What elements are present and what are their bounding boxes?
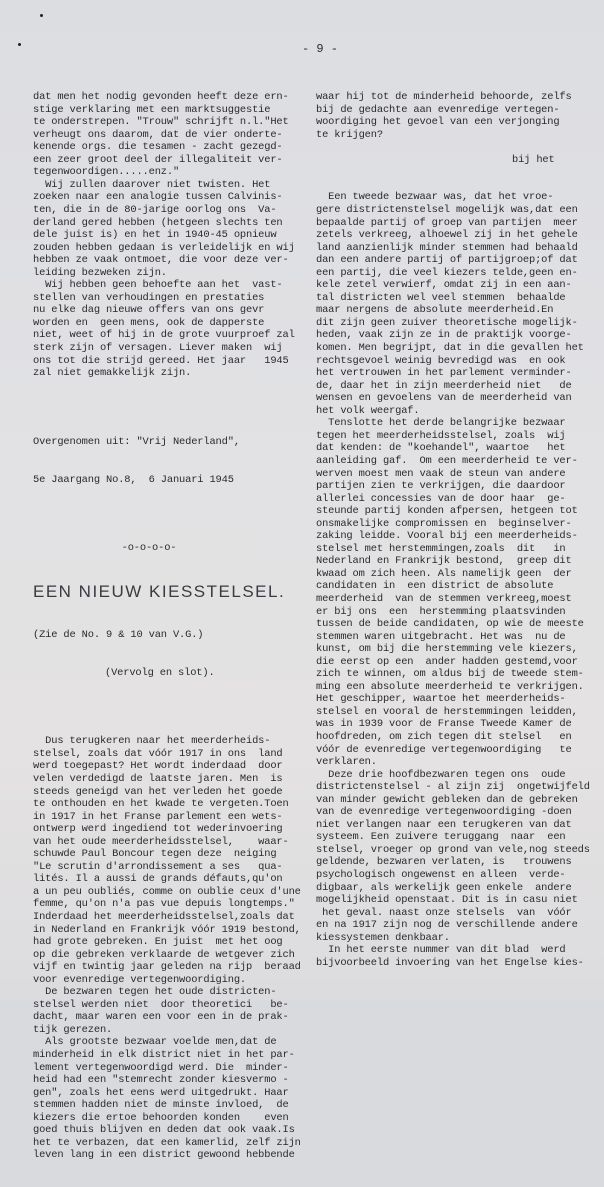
source-line-2: 5e Jaargang No.8, 6 Januari 1945: [33, 473, 234, 486]
text-line: werven moest men vaak de steun van andere: [316, 467, 566, 480]
text-line: districtenstelsel - al zijn zij ongetwijfeld: [316, 781, 590, 794]
text-line: zoeken naar een analogie tussen Calvinis-: [33, 191, 283, 204]
left-column-text-a: [33, 91, 305, 380]
text-line: in 1917 in het Franse parlement een wets-: [33, 810, 283, 823]
text-line: In het eerste nummer van dit blad werd: [316, 944, 566, 957]
text-line: kiezers die ertoe behoorden konden even: [33, 1111, 289, 1124]
text-line: Als grootste bezwaar voelde men,dat de: [33, 1036, 277, 1049]
text-line: verheugt ons daarom, dat de vier onderte-: [33, 128, 283, 141]
right-column-text-a: [316, 91, 598, 141]
text-line: gere districtenstelsel mogelijk was,dat een: [316, 204, 578, 217]
text-line: derland gered hebben (hetgeen slechts ten: [33, 216, 283, 229]
text-line: leven lang in een district gewoond hebbende: [33, 1149, 295, 1162]
text-line: Wij hebben geen behoefte aan het vast-: [33, 279, 283, 292]
text-line: het volk weergaf.: [316, 404, 420, 417]
text-line: hebben ze vaak ontmoet, die voor deze ver-: [33, 254, 289, 267]
text-line: systeem. Een zuivere teruggang naar een: [316, 831, 566, 844]
text-line: er bij ons een herstemming plaatsvinden: [316, 605, 566, 618]
text-line: dele juist is) en het in 1940-45 opnieuw: [33, 229, 277, 242]
text-line: was in 1939 voor de Franse Tweede Kamer de: [316, 718, 572, 731]
text-line: allerlei concessies van de door haar ge-: [316, 492, 566, 505]
text-line: stige verklaring met een marktsuggestie: [33, 103, 271, 116]
article-subtitle-2: (Vervolg en slot).: [105, 666, 215, 679]
text-line: waar hij tot de minderheid behoorde, zelfs: [316, 91, 572, 104]
text-line: stelsel, zoals dat vóór 1917 in ons land: [33, 747, 283, 760]
text-line: a un peu oubliés, comme on oublie ceux d'une: [33, 885, 301, 898]
text-line: Tenslotte het derde belangrijke bezwaar: [316, 417, 566, 430]
text-line: te onderstrepen. "Trouw" schrijft n.l."Het: [33, 116, 289, 129]
text-line: Inderdaad het meerderheidsstelsel,zoals dat: [33, 911, 295, 923]
text-line: in Nederland en Frankrijk vóór 1919 bestond,: [33, 923, 301, 936]
text-line: had grote gebreken. En juist met het oog: [33, 936, 283, 949]
left-column: [33, 66, 305, 1187]
text-line: dacht, maar waren een voor een in de prak-: [33, 1011, 289, 1024]
text-line: stelsel, vroeger op grond van vele,nog steeds: [316, 843, 590, 856]
text-line: vóór de evenredige vertegenwoordiging te: [316, 743, 572, 756]
text-line: komen. Men begrijpt, dat in die gevallen het: [316, 342, 584, 355]
text-line: meerderheid van de stemmen verkreeg,moest: [316, 592, 572, 605]
binding-hole-mark: [18, 43, 21, 46]
text-line: worden en geen mens, ook de dapperste: [33, 316, 265, 329]
section-separator: -o-o-o-o-: [121, 542, 177, 555]
text-line: een partij, die veel kiezers telde,geen en-: [316, 266, 578, 279]
text-line: zal niet gemakkelijk zijn.: [33, 367, 192, 380]
text-line: tegen het meerderheidsstelsel, zoals wij: [316, 429, 566, 442]
text-line: candidaten in een district de absolute: [316, 580, 554, 593]
text-line: onsmakelijke compromissen en beginselver-: [316, 517, 572, 530]
source-line-1: Overgenomen uit: "Vrij Nederland",: [33, 435, 240, 448]
text-line: zouden hebben gedaan is verleidelijk en wij: [33, 241, 295, 254]
text-line: vijf en twintig jaar geleden na rijp beraad: [33, 961, 301, 974]
text-line: hoofdreden, om zich tegen dit stelsel en: [316, 730, 572, 743]
text-line: lités. Il a aussi de grands défauts,qu'on: [33, 873, 283, 886]
text-line: dit zijn geen zuiver theoretische mogelijk-: [316, 316, 578, 329]
text-line: land aanzienlijk minder stemmen had behaald: [316, 241, 578, 254]
text-line: kwaad om zich heen. Als namelijk geen der: [316, 567, 572, 580]
text-line: steeds geneigd van het verleden het goede: [33, 785, 283, 798]
text-line: maar nergens de absolute meerderheid.En: [316, 304, 554, 317]
text-line: velen verdedigd de laatste jaren. Men is: [33, 772, 283, 785]
text-line: Dus terugkeren naar het meerderheids-: [33, 735, 271, 748]
text-line: femme, qu'on n'a pas vue depuis longtemps.": [33, 898, 295, 911]
text-line: Een tweede bezwaar was, dat het vroe-: [316, 191, 554, 204]
text-line: de, daar het in zijn meerderheid niet de: [316, 379, 572, 392]
text-line: stemmen hadden niet de minste invloed, de: [33, 1099, 289, 1112]
right-column-text-b: [316, 191, 598, 969]
text-line: op die gebreken verklaarde de wetgever zich: [33, 948, 295, 961]
text-line: tussen de beide candidaten, op wie de meeste: [316, 618, 584, 631]
article-title: EEN NIEUW KIESSTELSEL.: [33, 581, 286, 601]
text-line: heid had een "stemrecht zonder kiesvermo -: [33, 1074, 289, 1087]
text-line: dat kenden: de "koehandel", waartoe het: [316, 442, 566, 455]
text-line: zetels verkreeg, alhoewel zij in het gehele: [316, 229, 578, 242]
text-line: ons tot die strijd gereed. Het jaar 1945: [33, 354, 289, 367]
text-line: tijk gerezen.: [33, 1023, 113, 1036]
text-line: dan een andere partij of partijgroep;of dat: [316, 254, 578, 267]
text-line: niet verlangen naar een terugkeren van dat: [316, 818, 572, 831]
text-line: partijen zien te verkrijgen, die daardoor: [316, 480, 566, 493]
text-line: aanleiding gaf. Om een meerderheid te ver-: [316, 454, 578, 467]
text-line: rechtsgevoel weinig bevredigd was en ook: [316, 354, 566, 367]
text-line: bij de gedachte aan evenredige vertegen-: [316, 103, 560, 116]
text-line: dat men het nodig gevonden heeft deze ern-: [33, 91, 289, 104]
text-line: zaking leidde. Vooral bij een meerderheids-: [316, 530, 578, 543]
text-line: "Le scrutin d'arrondissement a ses qua-: [33, 860, 283, 873]
text-line: stelsel en vooral de herstemmingen leidden,: [316, 705, 578, 718]
text-line: van de evenredige vertegenwoordiging -doen: [316, 806, 572, 819]
article-subtitle-1: (Zie de No. 9 & 10 van V.G.): [33, 628, 204, 641]
text-line: het te verbazen, dat een kamerlid, zelf zijn: [33, 1136, 301, 1149]
text-line: verklaren.: [316, 756, 377, 769]
text-line: wensen en gevoelens van de meerderheid van: [316, 392, 572, 405]
text-line: te krijgen?: [316, 128, 383, 141]
text-line: goed thuis blijven en deden dat ook vaak.Is: [33, 1124, 295, 1137]
text-line: Wij zullen daarover niet twisten. Het: [33, 178, 271, 191]
text-line: steunde partij konden afpersen, hetgeen tot: [316, 505, 578, 518]
text-line: minderheid in elk district niet in het par-: [33, 1049, 295, 1062]
text-line: bepaalde partij of groep van partijen meer: [316, 216, 578, 229]
text-line: van minder gewicht gebleken dan de gebreken: [316, 793, 578, 806]
text-line: geldende, bezwaren verlaten, is trouwens: [316, 856, 572, 869]
text-line: leiding bezweken zijn.: [33, 266, 167, 279]
text-line: die eerst op een ander hadden gestemd,voor: [316, 655, 578, 668]
text-line: kele zetel verwierf, omdat zij in een aan-: [316, 279, 572, 292]
text-line: lement vertegenwoordigd werd. Die minder-: [33, 1061, 289, 1074]
binding-hole-mark: [40, 14, 43, 17]
text-line: nu elke dag nieuwe offers van ons gevr: [33, 304, 265, 317]
text-line: stelsel met herstemmingen,zoals dit in: [316, 542, 566, 555]
text-line: Het geschipper, waartoe het meerderheids-: [316, 693, 566, 706]
text-line: ontwerp werd ingediend tot wederinvoering: [33, 823, 283, 836]
page-number: - 9 -: [302, 42, 339, 56]
text-line: schuwde Paul Boncour tegen deze neiging: [33, 848, 277, 861]
right-column: waar hij tot de minderheid behoorde, zelfs bij de gedachte aan evenredige vertegen- woordiging het gevoel van een verjonging te krijgen? bij het Een tweede bezwaar was, dat het vroe- gere districtenstelsel mogelijk was,dat een bepaalde partij of groep van partijen meer zetels verkreeg, alhoewel zij in het gehele land aanzienlijk minder stemmen had behaald dan een andere partij of partijgroep;of dat een partij, die veel kiezers telde,geen en- kele zetel verwierf, omdat zij in een aan- tal districten wel veel stemmen behaalde maar nergens de absolute meerderheid.En dit zijn geen zuiver theoretische mogelijk- heden, vaak zijn ze in de praktijk voorge- komen. Men begrijpt, dat in die gevallen het rechtsgevoel weinig bevredigd was en ook het vertrouwen in het parlement verminder- de, daar het in zijn meerderheid niet de wensen en gevoelens van de meerderheid van het volk weergaf. Tenslotte het derde belangrijke bezwaar tegen het meerderheidsstelsel, zoals wij dat kenden: de "koehandel", waartoe het aanleiding gaf. Om een meerderheid te ver- werven moest men vaak de steun van andere partijen zien te verkrijgen, die daardoor allerlei concessies van de door haar ge- steunde partij konden afpersen, hetgeen tot onsmakelijke compromissen en beginselver- zaking leidde. Vooral bij een meerderheids- stelsel met herstemmingen,zoals dit in Nederland en Frankrijk bestond, greep dit kwaad om zich heen. Als namelijk geen der candidaten in een district de absolute meerderheid van de stemmen verkreeg,moest er bij ons een herstemming plaatsvinden tussen de beide candidaten, op wie de meeste stemmen waren uitgebracht. Het was nu de kunst, om bij die herstemming vele kiezers, die eerst op een ander hadden gestemd,voor zich te winnen, om aldus bij de tweede stem- ming een absolute meerderheid te verkrijgen. Het geschipper, waartoe het meerderheids- stelsel en vooral de herstemmingen leidden, was in 1939 voor de Franse Tweede Kamer de hoofdreden, om zich tegen dit stelsel en vóór de evenredige vertegenwoordiging te verklaren. Deze drie hoofdbezwaren tegen ons oude districtenstelsel - al zijn zij ongetwijfeld van minder gewicht gebleken dan de gebreken van de evenredige vertegenwoordiging -doen niet verlangen naar een terugkeren van dat systeem. Een zuivere teruggang naar een stelsel, vroeger op grond van vele,nog steeds geldende, bezwaren verlaten, is trouwens psychologisch ongewenst en alleen verde- digbaar, als werkelijk geen enkele andere mogelijkheid openstaat. Dit is in casu niet het geval. naast onze stelsels van vóór en na 1917 zijn nog de verschillende andere kiessystemen denkbaar. In het eerste nummer van dit blad werd bijvoorbeeld invoering van het Engelse kies-: [316, 66, 598, 994]
text-line: en na 1917 zijn nog de verschillende andere: [316, 919, 578, 932]
left-column-text-b: [33, 735, 305, 1162]
text-line: woordiging het gevoel van een verjonging: [316, 116, 560, 129]
text-line: psychologisch ongewenst en alleen verde-: [316, 869, 566, 881]
text-line: digbaar, als werkelijk geen enkele andere: [316, 881, 572, 894]
text-line: een zeer groot deel der illegaliteit ver-: [33, 153, 283, 166]
text-line: zich te winnen, om aldus bij de tweede stem-: [316, 668, 584, 681]
text-line: ming een absolute meerderheid te verkrijgen.: [316, 680, 584, 693]
text-line: Nederland en Frankrijk bestond, greep dit: [316, 555, 572, 568]
text-line: sterk zijn of versagen. Liever maken wij: [33, 342, 283, 355]
text-line: stelsel werden niet door theoretici be-: [33, 998, 289, 1011]
text-line: kenende orgs. die tesamen - zacht gezegd-: [33, 141, 283, 154]
text-line: van het oude meerderheidsstelsel, waar-: [33, 835, 289, 848]
text-line: tal districten wel veel stemmen behaalde: [316, 291, 566, 304]
text-line: te onthouden en het kwade te vergeten.Toen: [33, 798, 289, 811]
text-line: niet, weet of hij in de grote vuurproef zal: [33, 329, 295, 342]
text-line: mogelijkheid openstaat. Dit is in casu niet: [316, 894, 578, 907]
text-line: ten, die in de 80-jarige oorlog ons Va-: [33, 204, 277, 217]
text-line: het vertrouwen in het parlement verminder-: [316, 367, 572, 380]
text-line: De bezwaren tegen het oude districten-: [33, 986, 277, 999]
text-line: werd toegepast? Het wordt inderdaad door: [33, 760, 283, 773]
text-line: tegenwoordigen.....enz.": [33, 166, 180, 179]
text-line: voor evenredige vertegenwoordiging.: [33, 973, 246, 986]
text-line: heden, vaak zijn ze in de praktijk voorge-: [316, 329, 572, 342]
text-line: het geval. naast onze stelsels van vóór: [316, 906, 572, 919]
text-line: stellen van verhoudingen en prestaties: [33, 291, 265, 304]
text-line: stemmen waren uitgebracht. Het was nu de: [316, 630, 566, 643]
text-line: bijvoorbeeld invoering van het Engelse kies-: [316, 956, 584, 969]
text-line: Deze drie hoofdbezwaren tegen ons oude: [316, 768, 566, 781]
text-line: kiessystemen denkbaar.: [316, 931, 450, 944]
text-line: gen", zoals het eens werd uitgedrukt. Haar: [33, 1086, 289, 1099]
text-line: kunst, om bij die herstemming vele kiezers,: [316, 643, 578, 656]
